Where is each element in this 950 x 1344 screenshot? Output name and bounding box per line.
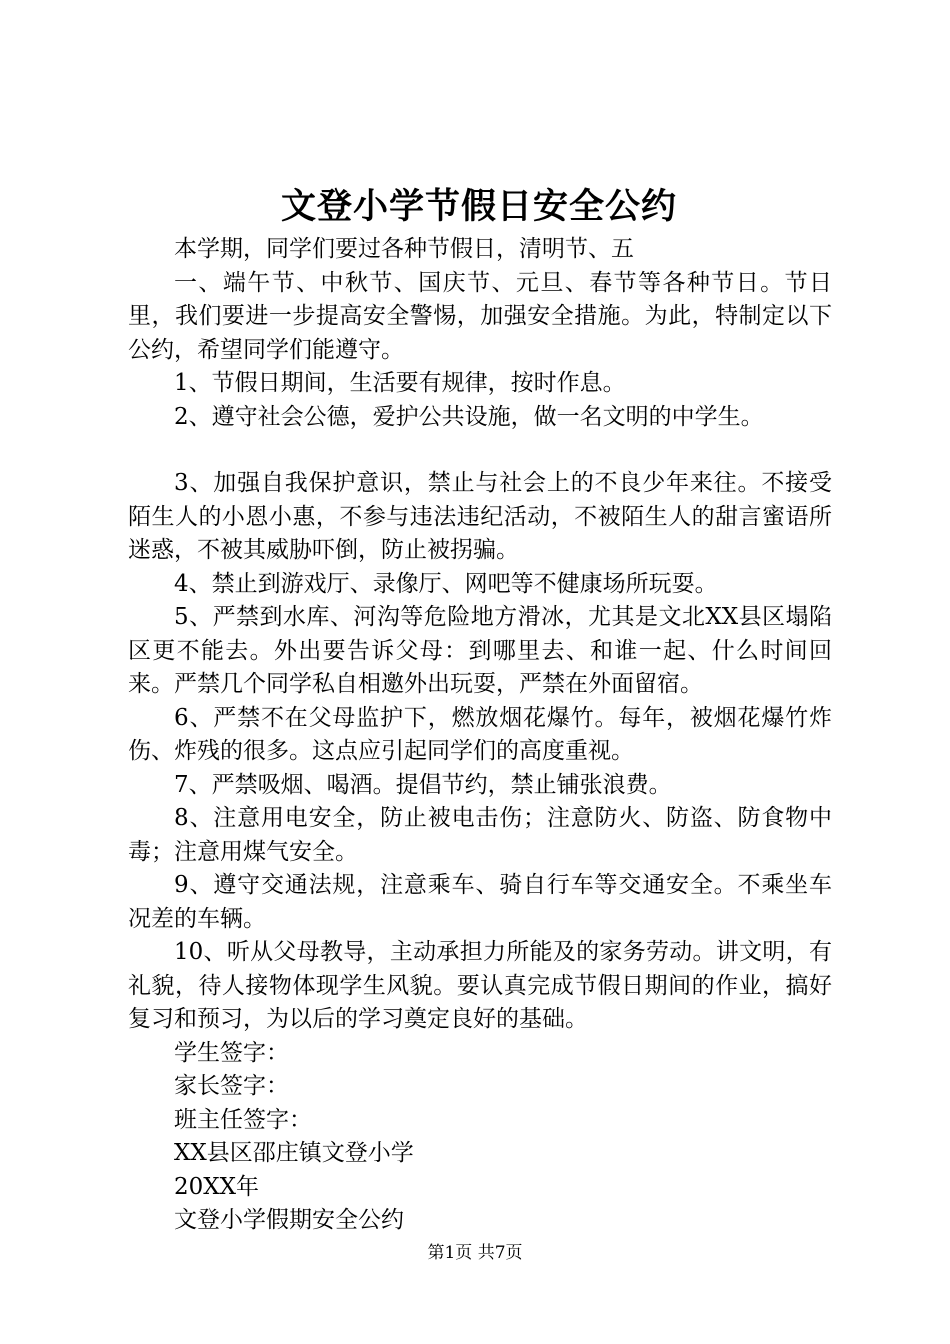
intro-paragraph: 本学期，同学们要过各种节假日，清明节、五 <box>174 236 634 262</box>
rule-7: 7、严禁吸烟、喝酒。提倡节约，禁止铺张浪费。 <box>174 771 672 798</box>
document-body <box>128 233 832 1238</box>
document-year: 20XX年 <box>174 1173 260 1200</box>
rule-5: 5、严禁到水库、河沟等危险地方滑冰，尤其是文北XX县区塌陷区更不能去。外出要告诉父母：到哪里去、和谁一起、什么时间回来。严禁几个同学私自相邀外出玩耍，严禁在外面留宿。 <box>128 604 832 697</box>
student-signature-label: 学生签字： <box>174 1039 289 1066</box>
teacher-signature-label: 班主任签字： <box>174 1106 312 1133</box>
paragraph-gap <box>128 434 832 467</box>
document-title: 文登小学节假日安全公约 <box>280 186 677 227</box>
rule-3: 3、加强自我保护意识，禁止与社会上的不良少年来往。不接受陌生人的小恩小惠，不参与违法违纪活动，不被陌生人的甜言蜜语所迷惑，不被其威胁吓倒，防止被拐骗。 <box>128 470 832 563</box>
page-footer: 第1页 共7页 <box>427 1243 523 1263</box>
rule-10: 10、听从父母教导，主动承担力所能及的家务劳动。讲文明，有礼貌，待人接物体现学生风貌。要认真完成节假日期间的作业，搞好复习和预习，为以后的学习奠定良好的基础。 <box>128 939 832 1032</box>
next-section-title: 文登小学假期安全公约 <box>174 1207 404 1233</box>
rule-8: 8、注意用电安全，防止被电击伤；注意防火、防盗、防食物中毒；注意用煤气安全。 <box>128 805 832 865</box>
rule-1: 1、节假日期间，生活要有规律，按时作息。 <box>174 370 626 396</box>
intro-continuation-paragraph: 一、端午节、中秋节、国庆节、元旦、春节等各种节日。节日里，我们要进一步提高安全警惕，加强安全措施。为此，特制定以下公约，希望同学们能遵守。 <box>128 269 832 363</box>
rule-6: 6、严禁不在父母监护下，燃放烟花爆竹。每年，被烟花爆竹炸伤、炸残的很多。这点应引起同学们的高度重视。 <box>128 704 832 764</box>
rule-2: 2、遵守社会公德，爱护公共设施，做一名文明的中学生。 <box>174 403 764 430</box>
rule-9: 9、遵守交通法规，注意乘车、骑自行车等交通安全。不乘坐车况差的车辆。 <box>128 872 832 932</box>
rule-4: 4、禁止到游戏厅、录像厅、网吧等不健康场所玩耍。 <box>174 570 718 597</box>
parent-signature-label: 家长签字： <box>174 1073 289 1099</box>
school-name: XX县区邵庄镇文登小学 <box>174 1140 414 1166</box>
